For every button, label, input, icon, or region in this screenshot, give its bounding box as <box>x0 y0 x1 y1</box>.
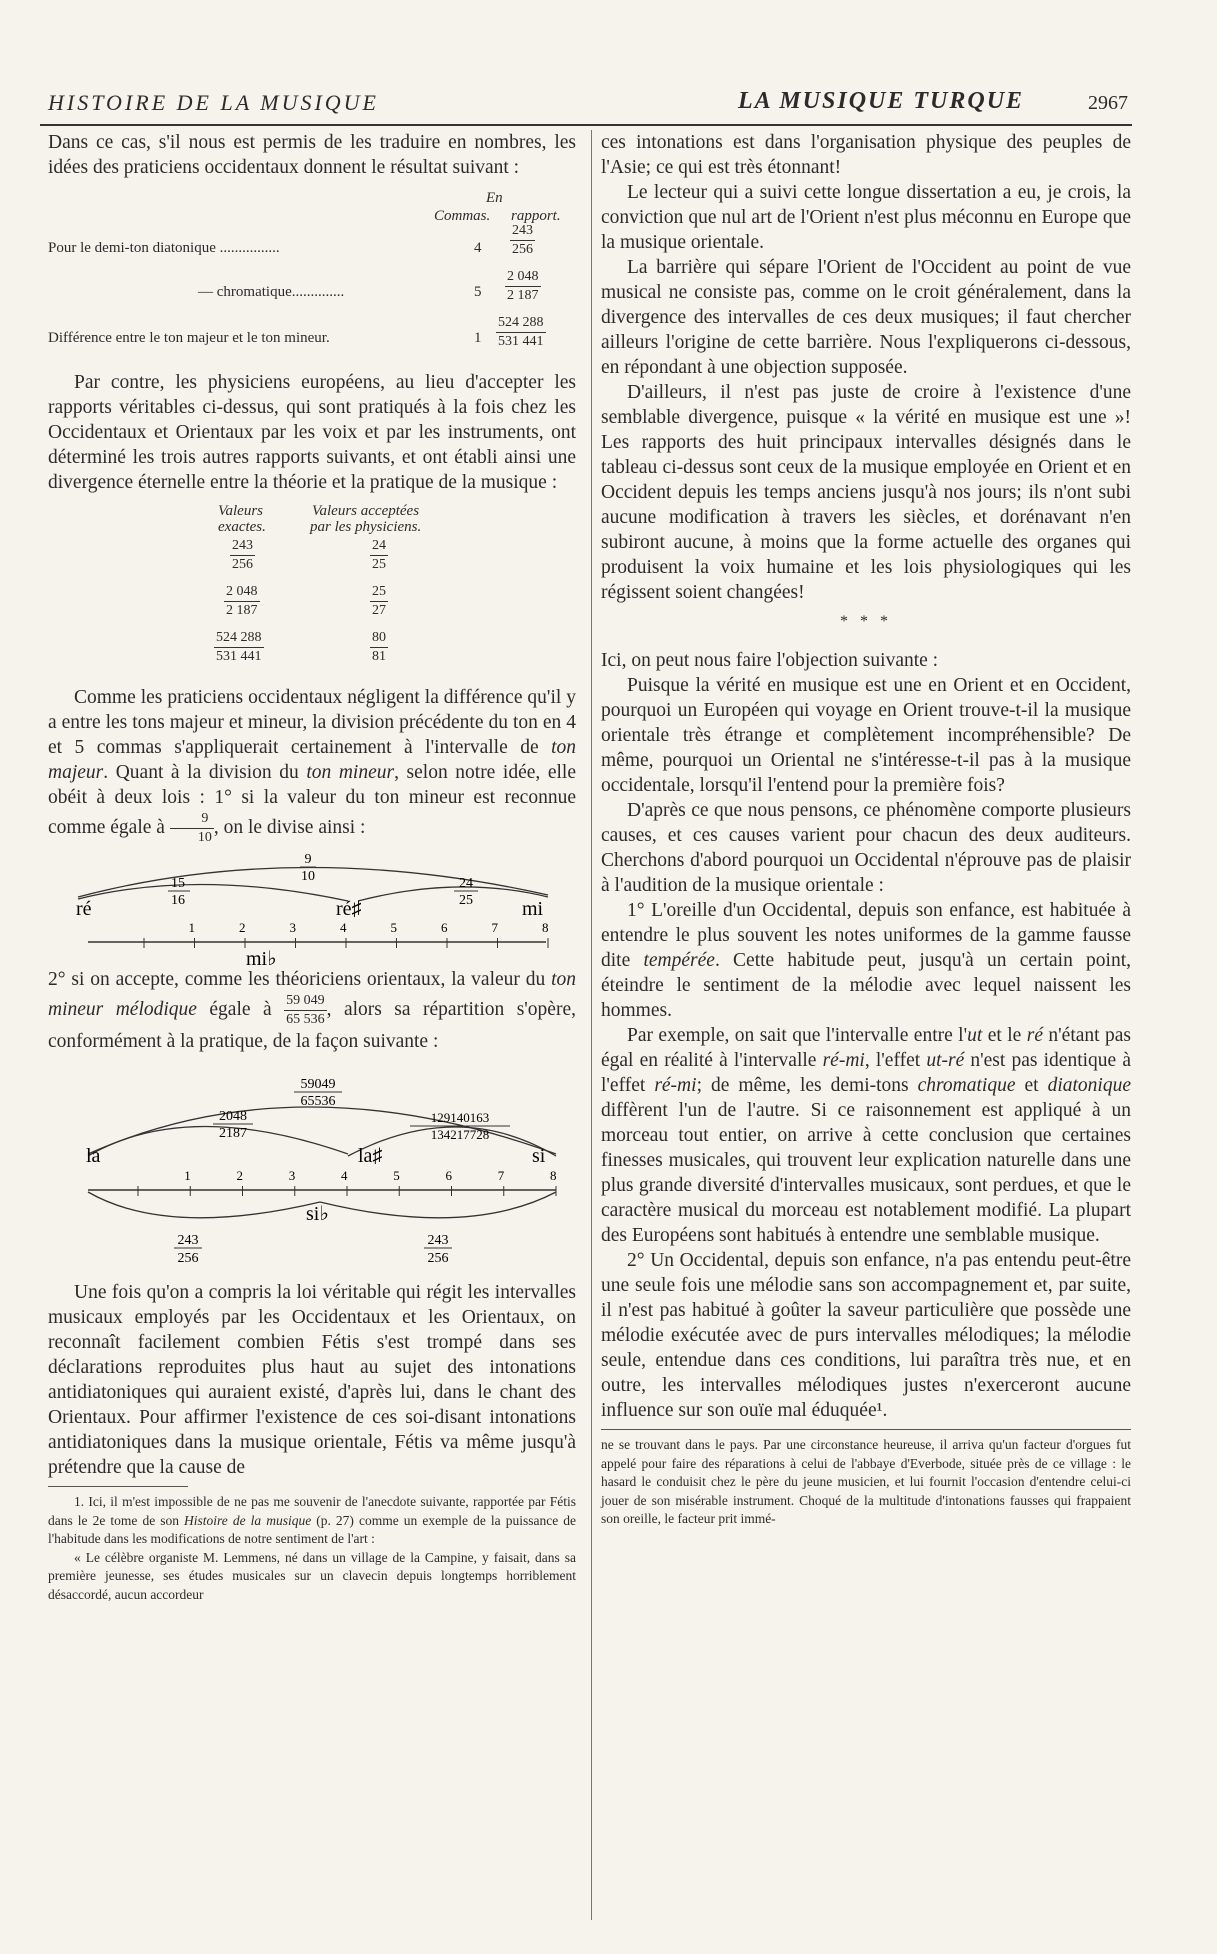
exact-value: $\frac{243}{256}$ <box>232 538 253 572</box>
exact-value: $\frac{2 048}{2 187}$ <box>226 584 258 618</box>
paragraph: 2° si on accepte, comme les théoriciens orientaux, la valeur du ton mineur mélodique égale à $\frac{59 049}{65 536}$ , alors sa répartition s'opère, conformément à la pratique, de la façon suivante : <box>48 969 576 1052</box>
paragraph: Comme les praticiens occidentaux négligent la différence qu'il y a entre les tons majeur et mineur, la division précédente du ton en 4 et 5 commas s'appliquerait certainement à l'intervalle de ton majeur. Quant à la division du ton mineur, selon notre idée, elle obéit à deux lois : 1° si la valeur du ton mineur est reconnue comme égale à $\frac{9}{10}$ , on le divise ainsi : <box>48 687 576 845</box>
tick-label: 5 <box>390 920 397 935</box>
paragraph: Par contre, les physiciens européens, au lieu d'accepter les rapports véritables ci-dessus, qui sont pratiqués à la fois chez les Occidentaux et Orientaux par les voix et par les instruments, ont déterminé les trois autres rapports suivants, et ont établi ainsi une divergence éternelle entre la théorie et la pratique de la musique : <box>48 372 576 493</box>
note-la: la <box>86 1145 101 1167</box>
paragraph: D'ailleurs, il n'est pas juste de croire à l'existence d'une semblable divergence, puisque « la vérité en musique est une »! Les rapports des huit principaux intervalles désignés dans le tableau ci-dessus sont ceux de la musique employée en Orient et en Occident depuis les temps anciens jusqu'à nos jours; ils n'ont subi aucune modification à travers les siècles, et dorénavant n'en subiront aucune, à moins que la forme actuelle des organes qui produisent la voix humaine et les lois physiologiques qui les régissent soient changées! <box>601 382 1131 603</box>
exact-value: $\frac{524 288}{531 441}$ <box>216 630 262 664</box>
ratio-fraction: $\frac{2 048}{2 187}$ <box>507 269 539 303</box>
tick-label: 4 <box>341 1168 348 1183</box>
table-row-label: Différence entre le ton majeur et le ton mineur. <box>48 330 330 346</box>
tick-label: 1 <box>188 920 195 935</box>
fraction-den: 65536 <box>300 1094 336 1109</box>
fraction-den: 16 <box>171 893 185 908</box>
note-si-flat: si♭ <box>306 1203 329 1225</box>
table-header: Valeurs <box>218 503 263 519</box>
paragraph: 2° Un Occidental, depuis son enfance, n'a pas entendu peut-être une seule fois une mélodie sans son accompagnement et, par suite, il n'est pas habitué à goûter la saveur particulière que possède une mélodie exécutée avec de purs intervalles mélodiques; la mélodie seule, entendue dans ces conditions, lui paraîtra très nue, et en outre, les intervalles mélodiques justes n'exerceront aucune influence sur son ouïe mal éduquée¹. <box>601 1250 1131 1421</box>
tick-label: 6 <box>445 1168 452 1183</box>
fraction-num: 59049 <box>300 1077 336 1092</box>
footnote: 1. Ici, il m'est impossible de ne pas me souvenir de l'anecdote suivante, rapportée par Fétis dans le 2e tome de son Histoire de la musique (p. 27) comme un exemple de la puissance de l'habitude dans les modifications de notre sentiment de l'art : <box>48 1494 576 1546</box>
fraction-den: 25 <box>459 893 473 908</box>
paragraph: Dans ce cas, s'il nous est permis de les traduire en nombres, les idées des praticiens occidentaux donnent le résultat suivant : <box>48 132 576 178</box>
tick-label: 6 <box>441 920 448 935</box>
table-header-rapport: rapport. <box>511 208 561 224</box>
table-row-commas: 1 <box>474 330 482 346</box>
fraction-num: 24 <box>459 876 473 891</box>
page-number: 2967 <box>1088 92 1128 114</box>
table-header: par les physiciens. <box>310 519 422 535</box>
note-mi-flat: mi♭ <box>246 948 277 967</box>
header-right: LA MUSIQUE TURQUE <box>738 88 1025 114</box>
paragraph: Ici, on peut nous faire l'objection suivante : <box>601 650 939 671</box>
paragraph: D'après ce que nous pensons, ce phénomène comporte plusieurs causes, et ces causes varient pour chacun des deux auditeurs. Cherchons d'abord pourquoi un Occidental n'éprouve pas de plaisir à l'audition de la musique orientale : <box>601 800 1131 896</box>
fraction-num: 9 <box>304 852 312 867</box>
tick-label: 1 <box>184 1168 191 1183</box>
running-header <box>48 90 1128 120</box>
table-header-commas: Commas. <box>434 208 491 224</box>
column-divider <box>591 130 592 1920</box>
tick-label: 8 <box>550 1168 557 1183</box>
note-re-sharp: ré♯ <box>336 898 362 920</box>
accepted-value: $\frac{24}{25}$ <box>372 538 386 572</box>
footnote: « Le célèbre organiste M. Lemmens, né dans un village de la Campine, y faisait, dans sa première jeunesse, ses études musicales sur un clavecin depuis longtemps horriblement désaccordé, aucun accordeur <box>48 1549 576 1602</box>
tick-label: 2 <box>236 1168 243 1183</box>
fraction-den: 256 <box>177 1251 199 1266</box>
section-separator: * * * <box>840 613 892 630</box>
paragraph: Le lecteur qui a suivi cette longue dissertation a eu, je crois, la conviction que nul art de l'Orient n'est plus méconnu en Europe que la musique orientale. <box>601 182 1131 253</box>
ratio-fraction: $\frac{524 288}{531 441}$ <box>498 315 544 349</box>
accepted-value: $\frac{25}{27}$ <box>372 584 386 618</box>
tone-division-diagram-1 <box>48 847 576 967</box>
header-rule <box>40 124 1132 126</box>
table-row-label: — chromatique.............. <box>198 284 345 300</box>
table-row-commas: 5 <box>474 284 482 300</box>
inline-fraction: $\frac{9}{10}$ <box>170 810 214 847</box>
ratio-fraction: $\frac{243}{256}$ <box>512 223 533 257</box>
note-re: ré <box>76 898 92 920</box>
table-header-en: En <box>486 190 503 206</box>
paragraph: Une fois qu'on a compris la loi véritable qui régit les intervalles musicaux employés par les Occidentaux et les Orientaux, on reconnaît facilement combien Fétis s'est trompé dans ses déclarations reproduites plus haut au sujet des intonations antidiatoniques qui auraient existé, d'après lui, dans le chant des Orientaux. Pour affirmer l'existence de ces soi-disant intonations antidiatoniques dans la musique orientale, Fétis va même jusqu'à prétendre que la cause de <box>48 1282 576 1478</box>
values-table <box>48 495 576 685</box>
tick-label: 2 <box>239 920 246 935</box>
paragraph: Puisque la vérité en musique est une en Orient et en Occident, pourquoi un Européen qui voyage en Orient trouve-t-il la musique orientale très étrange et complètement incompréhensible? De même, pourquoi un Oriental ne s'intéresse-t-il pas à la musique occidentale, lorsqu'il l'entend pour la première fois? <box>601 675 1131 796</box>
note-mi: mi <box>522 898 544 920</box>
paragraph: La barrière qui sépare l'Orient de l'Occident au point de vue musical ne consiste pas, comme on le croit généralement, dans la divergence des intervalles de ces deux musiques; il faut chercher ailleurs l'origine de cette barrière. Nous l'expliquerons ci-dessous, en répondant à une objection supposée. <box>601 257 1131 378</box>
tone-division-diagram-2 <box>48 1062 576 1274</box>
fraction-den: 10 <box>301 869 315 884</box>
right-column <box>601 130 1131 1529</box>
header-left: HISTOIRE DE LA MUSIQUE <box>48 90 379 115</box>
accepted-value: $\frac{80}{81}$ <box>372 630 386 664</box>
tick-label: 7 <box>497 1168 505 1183</box>
table-row-commas: 4 <box>474 240 482 256</box>
tick-label: 7 <box>491 920 498 935</box>
fraction-num: 15 <box>171 876 185 891</box>
footnote: ne se trouvant dans le pays. Par une circonstance heureuse, il arriva qu'un facteur d'orgues fut appelé pour faire des réparations à celui de l'abbaye d'Everbode, située près de ce village : le hasard le conduisit chez le père du jeune musicien, et lui fournit l'occasion d'entendre celui-ci jouer de son misérable instrument. Choqué de la multitude d'intonations fausses qui frappaient son oreille, le facteur prit immé- <box>601 1437 1131 1526</box>
tick-label: 5 <box>393 1168 400 1183</box>
commas-table <box>48 180 576 370</box>
left-column <box>48 130 576 1604</box>
fraction-num: 243 <box>427 1233 449 1248</box>
fraction-den: 256 <box>427 1251 449 1266</box>
paragraph: ces intonations est dans l'organisation physique des peuples de l'Asie; ce qui est très étonnant! <box>601 132 1131 178</box>
footnote-rule <box>48 1486 188 1487</box>
fraction-den: 2187 <box>219 1126 247 1141</box>
note-la-sharp: la♯ <box>358 1145 383 1167</box>
footnote-rule <box>601 1429 1131 1430</box>
tick-label: 3 <box>288 1168 296 1183</box>
paragraph: Par exemple, on sait que l'intervalle entre l'ut et le ré n'étant pas égal en réalité à l'intervalle ré-mi, l'effet ut-ré n'est pas identique à l'effet ré-mi; de même, les demi-tons chromatique et diatonique diffèrent l'un de l'autre. Si ce raisonnement est appliqué à un morceau tout entier, on arrive à cette conclusion que certaines finesses musicales, qui trouvent leur explication naturelle dans une plus grande diversité d'intervalles musicaux, sont perdues, et que le caractère musical du morceau est notablement modifié. La plupart des Européens sont habitués à entendre une semblable musique. <box>601 1025 1132 1246</box>
fraction-num: 2048 <box>219 1109 247 1124</box>
table-header: exactes. <box>218 519 266 535</box>
tick-label: 3 <box>289 920 296 935</box>
table-header: Valeurs acceptées <box>312 503 420 519</box>
fraction-den: 134217728 <box>430 1127 490 1142</box>
note-si: si <box>532 1145 546 1167</box>
paragraph: 1° L'oreille d'un Occidental, depuis son enfance, est habituée à entendre le plus souvent les notes uniformes de la gamme fausse dite tempérée. Cette habitude peut, jusqu'à un certain point, éteindre le sentiment de la mélodie avec lequel naissent les hommes. <box>601 900 1131 1021</box>
tick-label: 8 <box>542 920 549 935</box>
table-row-label: Pour le demi-ton diatonique ................ <box>48 240 280 256</box>
tick-label: 4 <box>340 920 347 935</box>
fraction-num: 243 <box>177 1233 199 1248</box>
inline-fraction: $\frac{59 049}{65 536}$ <box>286 993 325 1027</box>
fraction-num: 129140163 <box>430 1110 490 1125</box>
